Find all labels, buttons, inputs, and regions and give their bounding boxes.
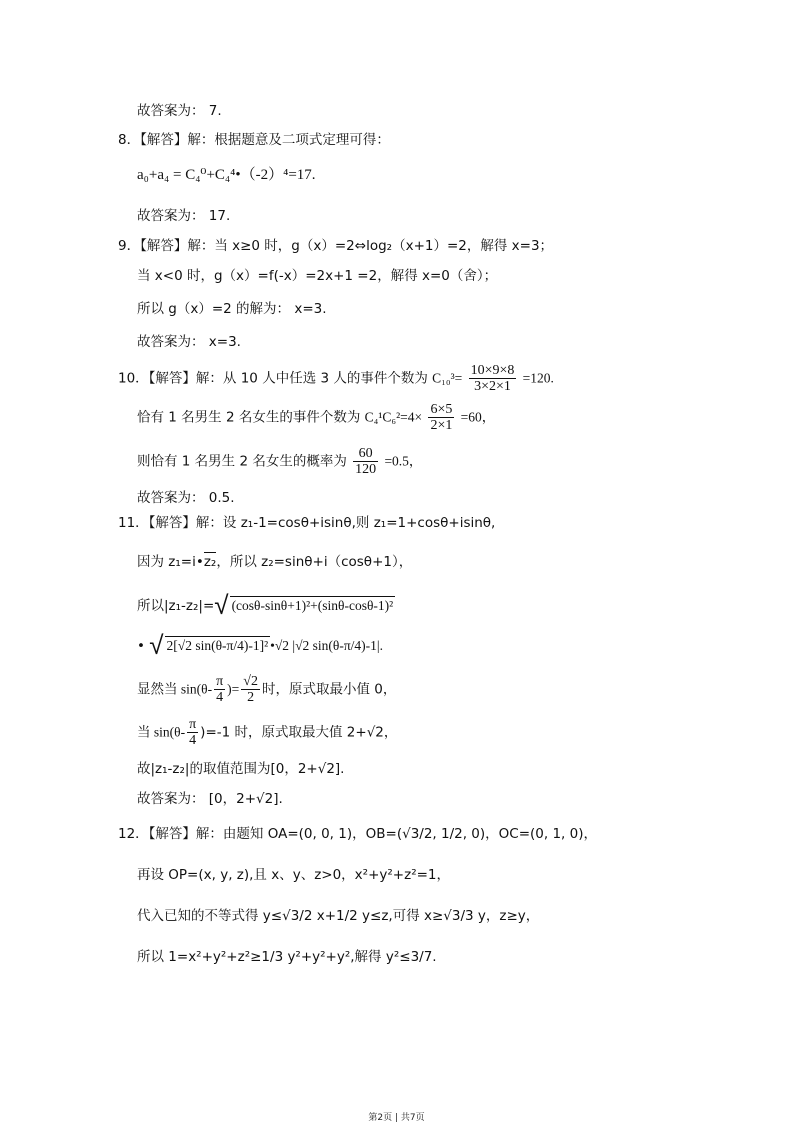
q10-result: =120. bbox=[522, 370, 554, 386]
q11-min-frac2-den: 2 bbox=[247, 690, 255, 705]
q11-max-frac-den: 4 bbox=[189, 733, 197, 748]
q11-min-frac2-num: √2 bbox=[243, 674, 258, 689]
q11-min-a: 显然当 sin(θ- bbox=[137, 681, 213, 697]
q9-heading: 9．【解答】解：当 x≥0 时，g（x）=2⇔log₂（x+1）=2，解得 x=3； bbox=[118, 238, 554, 254]
q11-min-frac2 bbox=[241, 674, 260, 705]
q11-simplify-radicand: 2[√2 sin(θ-π/4)-1]² bbox=[166, 638, 269, 653]
q11-modulus-a: 所以|z₁-z₂|= bbox=[137, 598, 215, 614]
q11-max-a: 当 sin(θ- bbox=[137, 724, 186, 740]
q10-favorable-text: 恰有 1 名男生 2 名女生的事件个数为 bbox=[137, 409, 361, 426]
q12-inequality: 代入已知的不等式得 y≤√3/2 x+1/2 y≤z,可得 x≥√3/3 y，z≥y， bbox=[137, 908, 540, 924]
q10-fraction bbox=[469, 363, 517, 394]
answer-17: 故答案为： 17. bbox=[137, 208, 231, 224]
q10-fav-num: 6×5 bbox=[430, 402, 453, 417]
q10-heading bbox=[118, 363, 554, 394]
answer-x3: 故答案为： x=3. bbox=[137, 334, 241, 350]
q10-prob-den: 120 bbox=[355, 462, 377, 477]
page-footer: 第2页 | 共7页 bbox=[368, 1113, 425, 1122]
q11-min-frac1-den: 4 bbox=[216, 690, 224, 705]
q11-range: 故|z₁-z₂|的取值范围为[0，2+√2]. bbox=[137, 761, 345, 777]
q10-favorable-comb: C₄¹C₆²=4× bbox=[364, 409, 423, 425]
q10-probability-fraction bbox=[353, 446, 378, 477]
answer-7: 故答案为： 7. bbox=[137, 103, 222, 119]
q10-fav-den: 2×1 bbox=[430, 418, 453, 433]
q8-heading: 8．【解答】解：根据题意及二项式定理可得： bbox=[118, 132, 390, 148]
q11-min-frac1-num: π bbox=[216, 674, 224, 689]
q9-conclusion: 所以 g（x）=2 的解为： x=3. bbox=[137, 301, 327, 317]
q10-fraction-den: 3×2×1 bbox=[474, 379, 511, 394]
q11-relation-c: ，所以 z₂=sinθ+i（cosθ+1）， bbox=[216, 554, 413, 570]
q11-modulus-radicand: (cosθ-sinθ+1)²+(sinθ-cosθ-1)² bbox=[231, 598, 394, 613]
q12-heading: 12．【解答】解：由题知 OA=(0, 0, 1)，OB=(√3/2, 1/2, 0)，OC=(0, 1, 0)， bbox=[118, 826, 597, 842]
q10-text: 10．【解答】解：从 10 人中任选 3 人的事件个数为 bbox=[118, 370, 428, 387]
q11-simplify-dot: • bbox=[137, 638, 145, 654]
q10-probability-text: 则恰有 1 名男生 2 名女生的概率为 bbox=[137, 453, 347, 470]
q10-prob-num: 60 bbox=[353, 446, 378, 462]
q11-min-c: )= bbox=[227, 681, 240, 697]
answer-05: 故答案为： 0.5. bbox=[137, 490, 235, 506]
q10-fraction-num: 10×9×8 bbox=[470, 363, 515, 378]
q11-relation-a: 因为 z₁=i• bbox=[137, 554, 204, 570]
answer-range: 故答案为： [0，2+√2]. bbox=[137, 791, 283, 807]
q8-formula: a₀+a₄ = C₄⁰+C₄⁴•（-2）⁴=17. bbox=[137, 167, 316, 183]
q10-favorable-fraction bbox=[428, 402, 454, 433]
q12-set-p: 再设 OP=(x, y, z),且 x、y、z>0，x²+y²+z²=1， bbox=[137, 867, 451, 883]
q11-heading: 11．【解答】解：设 z₁-1=cosθ+isinθ,则 z₁=1+cosθ+isinθ, bbox=[118, 515, 496, 531]
q10-comb: C₁₀³= bbox=[432, 370, 463, 386]
q10-probability bbox=[137, 446, 422, 477]
q10-favorable bbox=[137, 402, 495, 433]
q11-max bbox=[137, 717, 397, 748]
q11-min-e: 时，原式取最小值 0， bbox=[261, 681, 397, 698]
q10-probability-result: =0.5， bbox=[384, 453, 423, 469]
q11-max-frac bbox=[187, 717, 198, 748]
q11-modulus: 所以|z₁-z₂|=√ (cosθ-sinθ+1)²+(sinθ-cosθ-1)² bbox=[137, 591, 394, 621]
q11-max-c: )=-1 时，原式取最大值 2+√2， bbox=[200, 724, 398, 741]
q10-favorable-result: =60， bbox=[460, 409, 496, 425]
q9-case-negative: 当 x<0 时，g（x）=f(-x）=2x+1 =2，解得 x=0（舍）； bbox=[137, 268, 498, 284]
q12-solve: 所以 1=x²+y²+z²≥1/3 y²+y²+y²,解得 y²≤3/7. bbox=[137, 949, 437, 965]
q11-max-frac-num: π bbox=[189, 717, 197, 732]
q11-simplify-result: •√2 |√2 sin(θ-π/4)-1|. bbox=[270, 638, 383, 653]
q11-min-frac1 bbox=[214, 674, 225, 705]
q11-conjugate: z₂ bbox=[203, 554, 217, 570]
q11-min bbox=[137, 674, 396, 705]
q11-relation bbox=[137, 552, 412, 571]
q11-simplify: • √ 2[√2 sin(θ-π/4)-1]² •√2 |√2 sin(θ-π/4)-1|. bbox=[137, 631, 383, 661]
